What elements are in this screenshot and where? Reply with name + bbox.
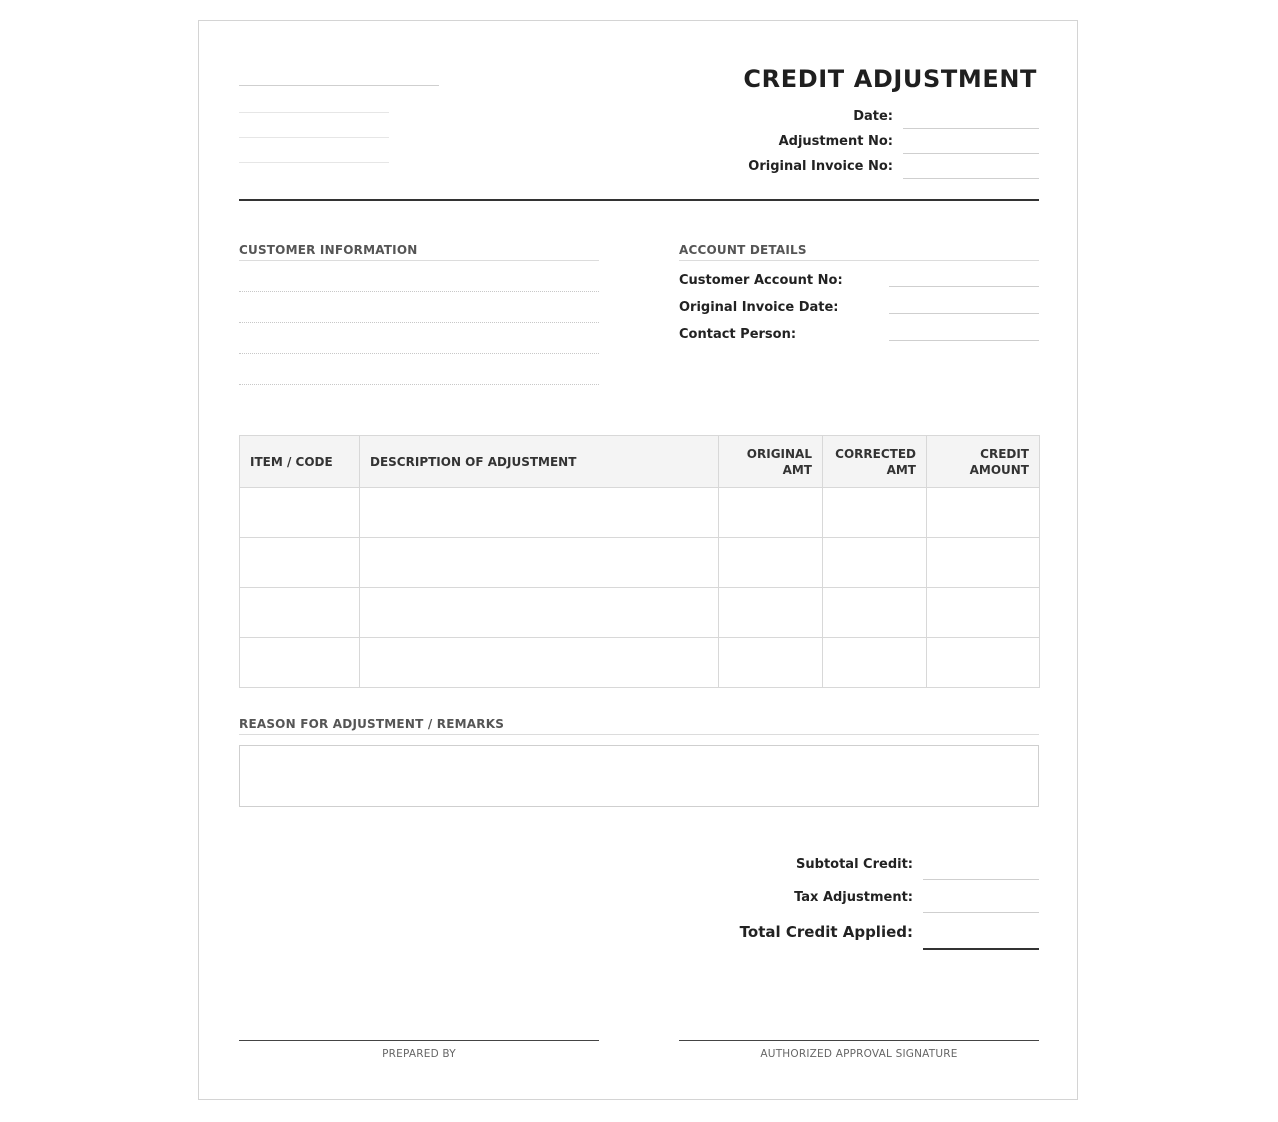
remarks-heading: REASON FOR ADJUSTMENT / REMARKS <box>239 717 505 731</box>
subtotal-credit-field[interactable] <box>923 879 1039 880</box>
column-header-label: ITEM / CODE <box>250 454 333 469</box>
column-header-label: CORRECTED <box>835 446 916 461</box>
customer-info-line-4[interactable] <box>239 384 599 385</box>
table-row <box>240 538 1040 588</box>
table-cell[interactable] <box>240 638 360 688</box>
column-header-label: AMT <box>886 462 916 477</box>
authorized-signature-line[interactable] <box>679 1040 1039 1041</box>
table-header-row <box>240 436 1040 488</box>
table-row <box>240 488 1040 538</box>
tax-adjustment-label: Tax Adjustment: <box>794 890 913 905</box>
account-details-underline <box>679 260 1039 261</box>
column-header-label: AMOUNT <box>969 462 1029 477</box>
date-field[interactable] <box>903 128 1039 129</box>
adjustment-items-table <box>239 435 1040 688</box>
account-details-heading: ACCOUNT DETAILS <box>679 243 807 257</box>
table-cell[interactable] <box>927 638 1040 688</box>
column-header-label: ORIGINAL <box>746 446 812 461</box>
company-address-line-1[interactable] <box>239 112 389 113</box>
column-header-label: DESCRIPTION OF ADJUSTMENT <box>370 454 577 469</box>
customer-info-line-2[interactable] <box>239 322 599 323</box>
company-name-line[interactable] <box>239 85 439 86</box>
prepared-by-signature-line[interactable] <box>239 1040 599 1041</box>
table-cell[interactable] <box>240 538 360 588</box>
table-cell[interactable] <box>360 588 719 638</box>
header-divider <box>239 199 1039 201</box>
customer-info-line-3[interactable] <box>239 353 599 354</box>
table-cell[interactable] <box>927 588 1040 638</box>
adjustment-no-field[interactable] <box>903 153 1039 154</box>
subtotal-credit-label: Subtotal Credit: <box>796 857 913 872</box>
original-invoice-date-label: Original Invoice Date: <box>679 300 839 315</box>
table-cell[interactable] <box>823 488 927 538</box>
customer-information-heading: CUSTOMER INFORMATION <box>239 243 418 257</box>
credit-adjustment-form <box>198 20 1078 1100</box>
customer-account-no-field[interactable] <box>889 286 1039 287</box>
table-cell[interactable] <box>719 538 823 588</box>
tax-adjustment-field[interactable] <box>923 912 1039 913</box>
authorized-signature-label: AUTHORIZED APPROVAL SIGNATURE <box>760 1048 958 1060</box>
column-header-corrected-amt <box>823 436 927 488</box>
customer-info-line-1[interactable] <box>239 291 599 292</box>
table-row <box>240 588 1040 638</box>
company-address-line-2[interactable] <box>239 137 389 138</box>
table-cell[interactable] <box>927 488 1040 538</box>
remarks-underline <box>239 734 1039 735</box>
table-cell[interactable] <box>823 538 927 588</box>
original-invoice-no-field[interactable] <box>903 178 1039 179</box>
table-cell[interactable] <box>360 488 719 538</box>
column-header-item-code <box>240 436 360 488</box>
remarks-textarea[interactable] <box>239 745 1039 807</box>
column-header-label: AMT <box>782 462 812 477</box>
original-invoice-no-label: Original Invoice No: <box>748 159 893 174</box>
adjustment-no-label: Adjustment No: <box>778 134 893 149</box>
document-title: CREDIT ADJUSTMENT <box>743 65 1037 93</box>
column-header-description <box>360 436 719 488</box>
table-cell[interactable] <box>240 488 360 538</box>
table-cell[interactable] <box>719 488 823 538</box>
total-credit-applied-field[interactable] <box>923 948 1039 950</box>
table-cell[interactable] <box>719 638 823 688</box>
table-cell[interactable] <box>823 588 927 638</box>
table-cell[interactable] <box>927 538 1040 588</box>
table-cell[interactable] <box>360 538 719 588</box>
total-credit-applied-label: Total Credit Applied: <box>739 923 913 941</box>
customer-account-no-label: Customer Account No: <box>679 273 843 288</box>
date-label: Date: <box>853 109 893 124</box>
table-cell[interactable] <box>360 638 719 688</box>
column-header-original-amt <box>719 436 823 488</box>
table-cell[interactable] <box>823 638 927 688</box>
company-address-line-3[interactable] <box>239 162 389 163</box>
table-cell[interactable] <box>719 588 823 638</box>
original-invoice-date-field[interactable] <box>889 313 1039 314</box>
customer-information-underline <box>239 260 599 261</box>
column-header-credit-amount <box>927 436 1040 488</box>
table-cell[interactable] <box>240 588 360 638</box>
column-header-label: CREDIT <box>980 446 1029 461</box>
contact-person-label: Contact Person: <box>679 327 797 342</box>
table-row <box>240 638 1040 688</box>
prepared-by-label: PREPARED BY <box>382 1048 456 1060</box>
contact-person-field[interactable] <box>889 340 1039 341</box>
